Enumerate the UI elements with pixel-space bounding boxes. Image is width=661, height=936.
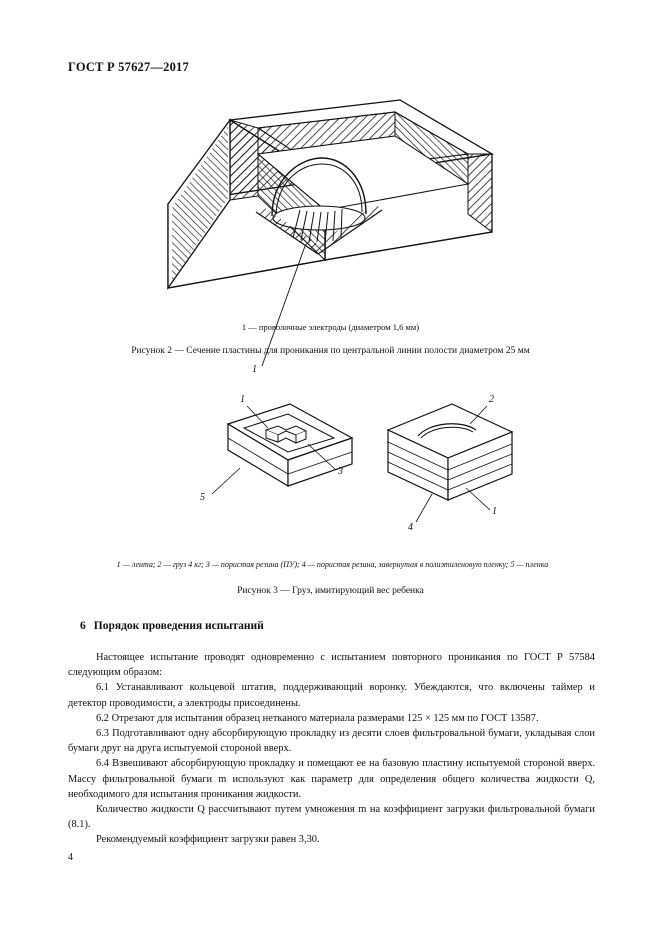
figure-3-caption: Рисунок 3 — Груз, имитирующий вес ребенка <box>237 586 424 596</box>
figure-3-callout-2: 2 <box>489 394 494 405</box>
figure-2-caption: Рисунок 2 — Сечение пластины для проникания по центральной линии полости диаметром 25 мм <box>131 346 530 356</box>
figure-2-callout-1: 1 <box>252 364 257 375</box>
figure-3-callout-5: 5 <box>200 492 205 503</box>
paragraph-coefficient: Рекомендуемый коэффициент загрузки равен 3,30. <box>96 834 320 846</box>
section-title-text: Порядок проведения испытаний <box>93 620 264 632</box>
paragraph-6-3: 6.3 Подготавливают одну абсорбирующую прокладку из десяти слоев фильтровальной бумаги, укладывая слои бумаги друг на друга испытуемой стороной вверх. <box>68 728 595 755</box>
figure-3-callout-4: 4 <box>408 522 413 533</box>
figure-3-svg <box>0 382 661 552</box>
page-header: ГОСТ Р 57627—2017 <box>68 60 189 74</box>
paragraph-6-2: 6.2 Отрезают для испытания образец нетканого материала размерами 125 × 125 мм по ГОСТ 13587. <box>96 712 539 724</box>
section-body <box>68 650 595 848</box>
paragraph-6-4: 6.4 Взвешивают абсорбирующую прокладку и помещают ее на базовую пластину испытуемой стороной вверх. Массу фильтровальной бумаги m используют как параметр для определения общего количества жидкости Q, необходимого для испытания проникания жидкости. <box>68 758 595 800</box>
section-heading <box>80 620 264 632</box>
page-number: 4 <box>68 852 73 863</box>
paragraph-intro: Настоящее испытание проводят одновременно с испытанием повторного проникания по ГОСТ Р 57584 следующим образом: <box>68 652 595 679</box>
figure-2-legend: 1 — проволочные электроды (диаметром 1,6 мм) <box>241 322 420 332</box>
paragraph-6-1: 6.1 Устанавливают кольцевой штатив, поддерживающий воронку. Убеждаются, что включены таймер и детектор проводимости, а электроды присоединены. <box>68 682 595 709</box>
paragraph-quantity: Количество жидкости Q рассчитывают путем умножения m на коэффициент загрузки фильтровальной бумаги (8.1). <box>68 804 595 831</box>
figure-3-callout-1: 1 <box>240 394 245 405</box>
figure-3-callout-1b: 1 <box>492 506 497 517</box>
section-number: 6 <box>80 620 86 632</box>
figure-3-illustration <box>0 382 661 552</box>
figure-3-callout-3: 3 <box>338 466 343 477</box>
figure-3-legend: 1 — лента; 2 — груз 4 кг; 3 — пористая резина (ПУ); 4 — пористая резина, завернутая в полиэтиленовую пленку; 5 — пленка <box>116 560 549 569</box>
